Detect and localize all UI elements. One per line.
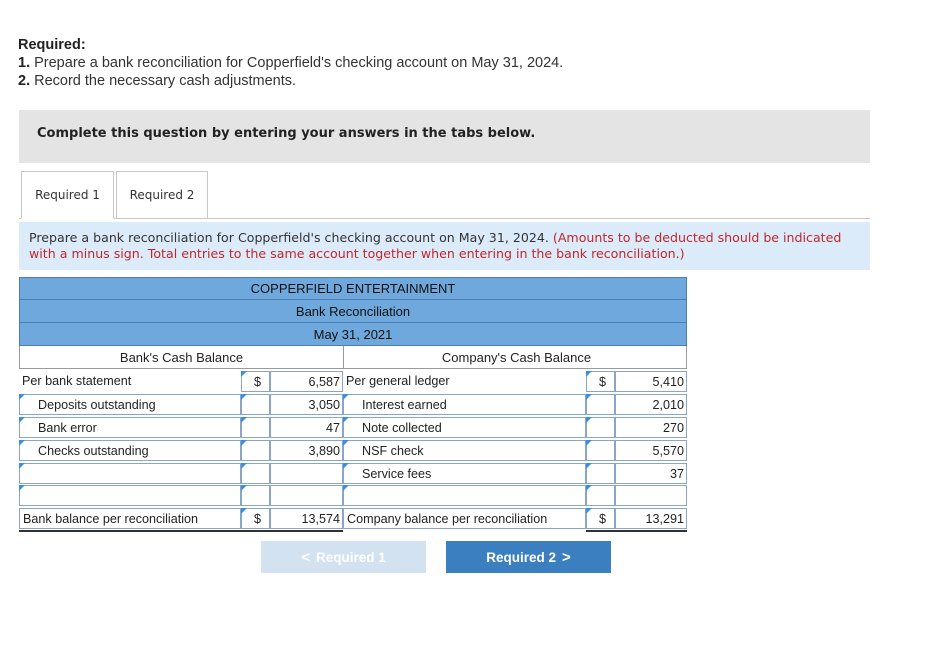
bank-row-label: Per bank statement [22,374,132,388]
bank-row-amount[interactable] [270,485,343,506]
company-row-amount[interactable]: 37 [615,463,687,484]
bank-row-currency[interactable] [241,440,270,461]
company-row-currency[interactable] [586,485,615,506]
company-row-amount[interactable]: 5,570 [615,440,687,461]
bank-total-currency[interactable]: $ [241,508,270,529]
requirements-heading: Required: [18,37,86,53]
bank-row-amount[interactable]: 3,890 [270,440,343,461]
bank-row-amount[interactable]: 3,050 [270,394,343,415]
bank-row-currency[interactable] [241,463,270,484]
bank-row-currency[interactable] [241,417,270,438]
bank-row-amount[interactable]: 47 [270,417,343,438]
bank-total-amount[interactable]: 13,574 [270,508,343,529]
previous-required-button[interactable] [261,541,426,573]
company-row-currency[interactable] [586,440,615,461]
chevron-right-icon: > [562,548,571,566]
bank-reconciliation-table [19,277,687,526]
company-row-amount[interactable]: 5,410 [615,371,687,392]
company-row-currency[interactable]: $ [586,371,615,392]
complete-instruction-bar [19,110,870,163]
statement-title: Bank Reconciliation [19,300,687,323]
company-row-label[interactable]: Interest earned [343,394,586,415]
company-row-amount[interactable]: 270 [615,417,687,438]
company-row-currency[interactable] [586,394,615,415]
previous-button-label: Required 1 [315,549,386,565]
bank-row-label[interactable] [19,463,241,484]
bank-total-label: Bank balance per reconciliation [19,508,241,529]
bank-row-currency[interactable] [241,485,270,506]
bank-row-currency[interactable]: $ [241,371,270,392]
company-row-currency[interactable] [586,417,615,438]
company-row-label[interactable]: Service fees [343,463,586,484]
bank-row-label[interactable]: Bank error [19,417,241,438]
complete-instruction-text: Complete this question by entering your answers in the tabs below. [37,126,536,141]
company-row-label[interactable]: NSF check [343,440,586,461]
instruction-note: (Amounts to be deducted should be indicated with a minus sign. Total entries to the same account together when entering in the bank reconciliation.) [29,230,842,261]
next-required-button[interactable] [446,541,611,573]
bank-row-amount[interactable]: 6,587 [270,371,343,392]
company-row-label: Per general ledger [346,374,450,388]
requirement-item-1: 1. Prepare a bank reconciliation for Copperfield's checking account on May 31, 2024. [18,55,564,71]
company-row-amount[interactable]: 2,010 [615,394,687,415]
chevron-left-icon: < [301,548,310,566]
company-row-currency[interactable] [586,463,615,484]
statement-date: May 31, 2021 [19,323,687,346]
next-button-label: Required 2 [486,549,556,565]
company-row-label[interactable]: Note collected [343,417,586,438]
bank-column-header: Bank's Cash Balance [119,350,244,365]
requirements [18,36,563,90]
company-name: COPPERFIELD ENTERTAINMENT [19,277,687,300]
company-row-label[interactable] [343,485,586,506]
company-row-amount[interactable] [615,485,687,506]
bank-row-label[interactable]: Checks outstanding [19,440,241,461]
tab-divider [19,218,870,219]
company-total-amount[interactable]: 13,291 [615,508,687,529]
company-column-header: Company's Cash Balance [441,350,592,365]
bank-row-label[interactable]: Deposits outstanding [19,394,241,415]
company-total-label: Company balance per reconciliation [343,508,586,529]
bank-row-label[interactable] [19,485,241,506]
bank-row-amount[interactable] [270,463,343,484]
company-total-currency[interactable]: $ [586,508,615,529]
tab-required-2[interactable]: Required 2 [116,171,208,219]
requirement-item-2: 2. Record the necessary cash adjustments. [18,73,297,89]
instruction-text: Prepare a bank reconciliation for Copperfield's checking account on May 31, 2024. [29,230,553,245]
bank-row-currency[interactable] [241,394,270,415]
instruction-panel [19,222,870,270]
column-headers [19,346,687,369]
tab-required-1[interactable]: Required 1 [21,171,114,219]
